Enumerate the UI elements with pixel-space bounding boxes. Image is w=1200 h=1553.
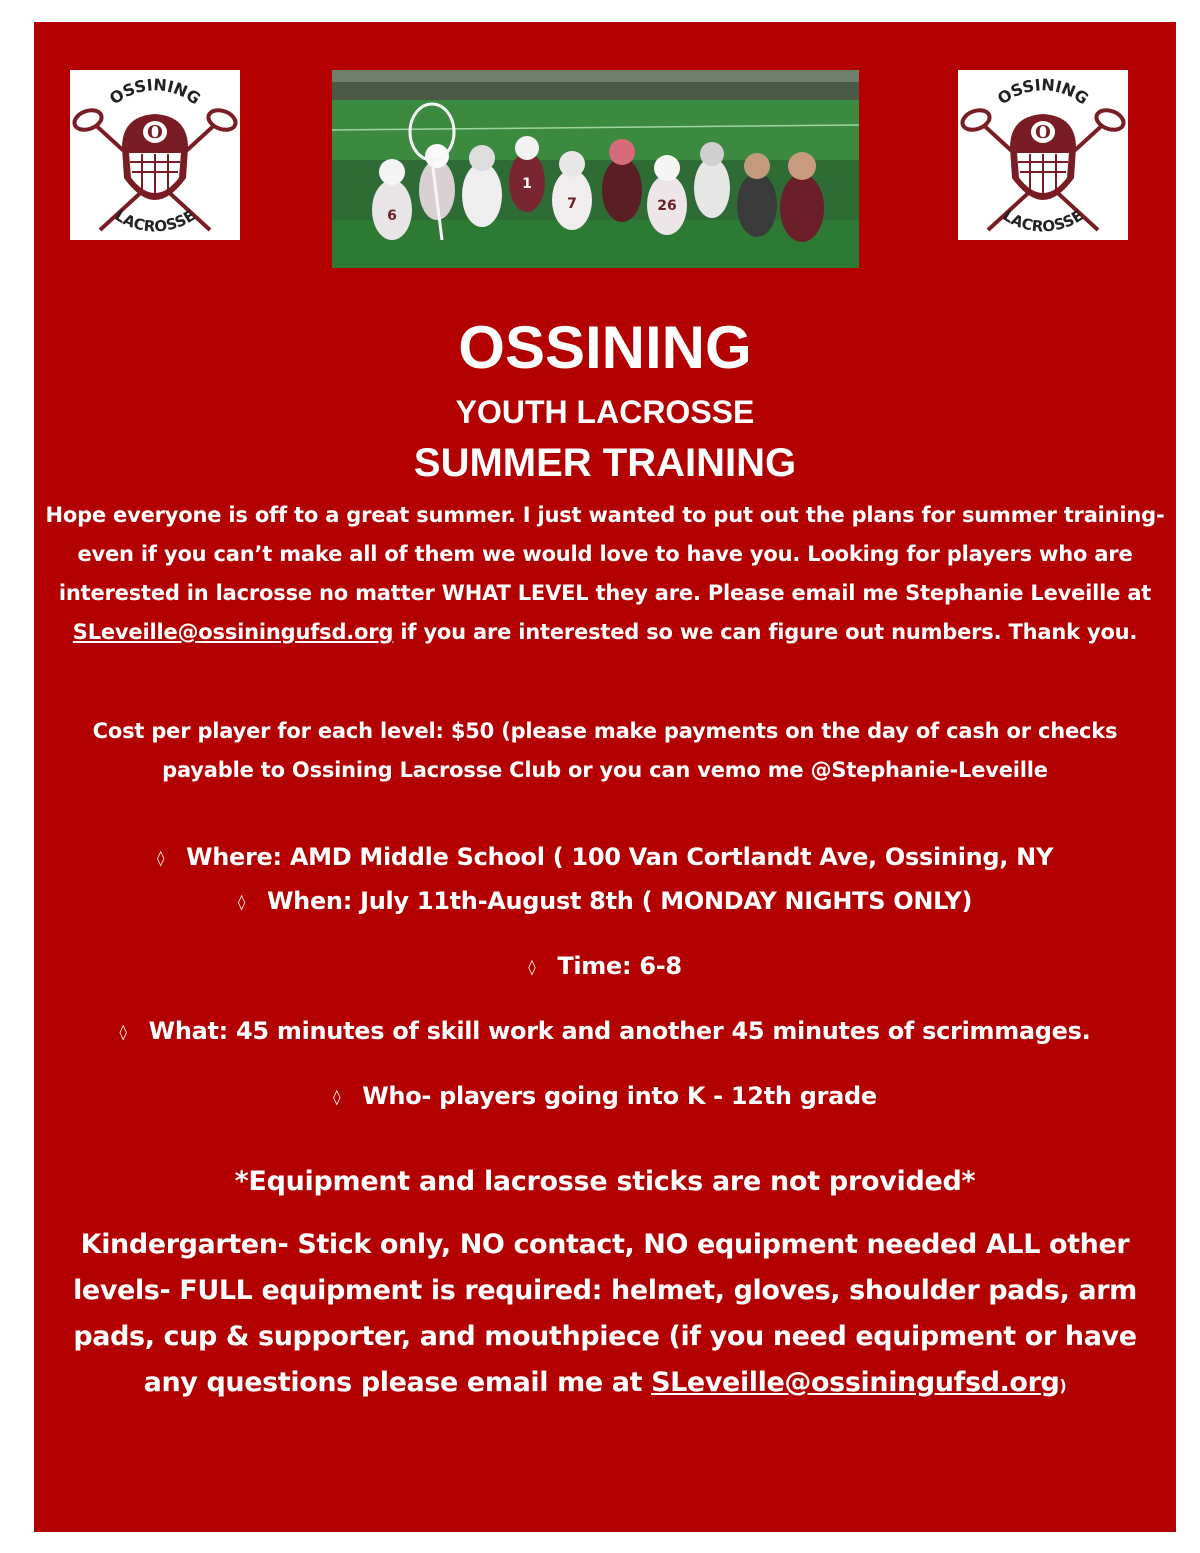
bullet-where-text: Where: AMD Middle School ( 100 Van Cortlandt Ave, Ossining, NY [186, 843, 1054, 871]
flyer [34, 22, 1176, 1532]
lacrosse-logo-icon [70, 70, 240, 240]
svg-text:OSSINING: OSSINING [105, 75, 205, 109]
subtitle-summer-training: SUMMER TRAINING [413, 441, 797, 485]
requirements-text: Kindergarten- Stick only, NO contact, NO equipment needed ALL other levels- FULL equipment is required: helmet, gloves, shoulder pads, arm pads, cup & supporter, and mouthpiece (if you need equipment or have any questions please email me at [73, 1229, 1137, 1398]
svg-text:7: 7 [567, 196, 577, 212]
closing-paren: ) [1059, 1376, 1067, 1395]
subtitle-youth-lacrosse: YOUTH LACROSSE [455, 394, 755, 430]
bullet-time-text: Time: 6-8 [557, 952, 682, 980]
contact-email-link[interactable]: SLeveille@ossiningufsd.org [72, 620, 394, 644]
questions-email-link[interactable]: SLeveille@ossiningufsd.org [651, 1367, 1060, 1398]
svg-text:26: 26 [657, 198, 677, 214]
page-title: OSSINING [458, 314, 752, 381]
svg-text:OSSINING: OSSINING [993, 75, 1093, 109]
svg-text:LACROSSE: LACROSSE [999, 206, 1087, 236]
intro-text-before: Hope everyone is off to a great summer. I just wanted to put out the plans for summer training- even if you can’t make all of them we would love to have you. Looking for players who are interested in lacrosse no matter WHAT LEVEL they are. Please email me Stephanie Leveille at [45, 503, 1165, 605]
diamond-bullet-icon: ◊ [237, 893, 245, 911]
bullet-when-text: When: July 11th-August 8th ( MONDAY NIGHTS ONLY) [267, 887, 973, 915]
svg-text:6: 6 [387, 208, 397, 224]
ossining-lacrosse-logo-left [70, 70, 240, 240]
equipment-requirements [44, 1222, 1166, 1409]
team-photo [332, 70, 859, 268]
bullet-who [34, 1079, 1176, 1116]
bullet-who-text: Who- players going into K - 12th grade [362, 1082, 877, 1110]
diamond-bullet-icon: ◊ [333, 1088, 341, 1106]
lacrosse-logo-icon [958, 70, 1128, 240]
equipment-notice: *Equipment and lacrosse sticks are not provided* [234, 1166, 976, 1197]
team-photo-image [332, 70, 859, 268]
intro-text-after: if you are interested so we can figure out numbers. Thank you. [393, 620, 1138, 644]
bullet-time [34, 949, 1176, 986]
bullet-where [34, 840, 1176, 877]
bullet-when [34, 884, 1176, 921]
cost-paragraph: Cost per player for each level: $50 (please make payments on the day of cash or checks payable to Ossining Lacrosse Club or you can vemo me @Stephanie-Leveille [92, 719, 1118, 782]
bullet-what-text: What: 45 minutes of skill work and another 45 minutes of scrimmages. [148, 1017, 1091, 1045]
bullet-what [34, 1014, 1176, 1051]
diamond-bullet-icon: ◊ [156, 849, 165, 867]
svg-text:LACROSSE: LACROSSE [111, 206, 199, 236]
diamond-bullet-icon: ◊ [528, 958, 536, 976]
diamond-bullet-icon: ◊ [119, 1023, 127, 1041]
svg-text:O: O [1035, 122, 1051, 143]
svg-text:1: 1 [522, 176, 532, 192]
intro-paragraph [44, 496, 1166, 652]
ossining-lacrosse-logo-right [958, 70, 1128, 240]
svg-text:O: O [147, 122, 163, 143]
